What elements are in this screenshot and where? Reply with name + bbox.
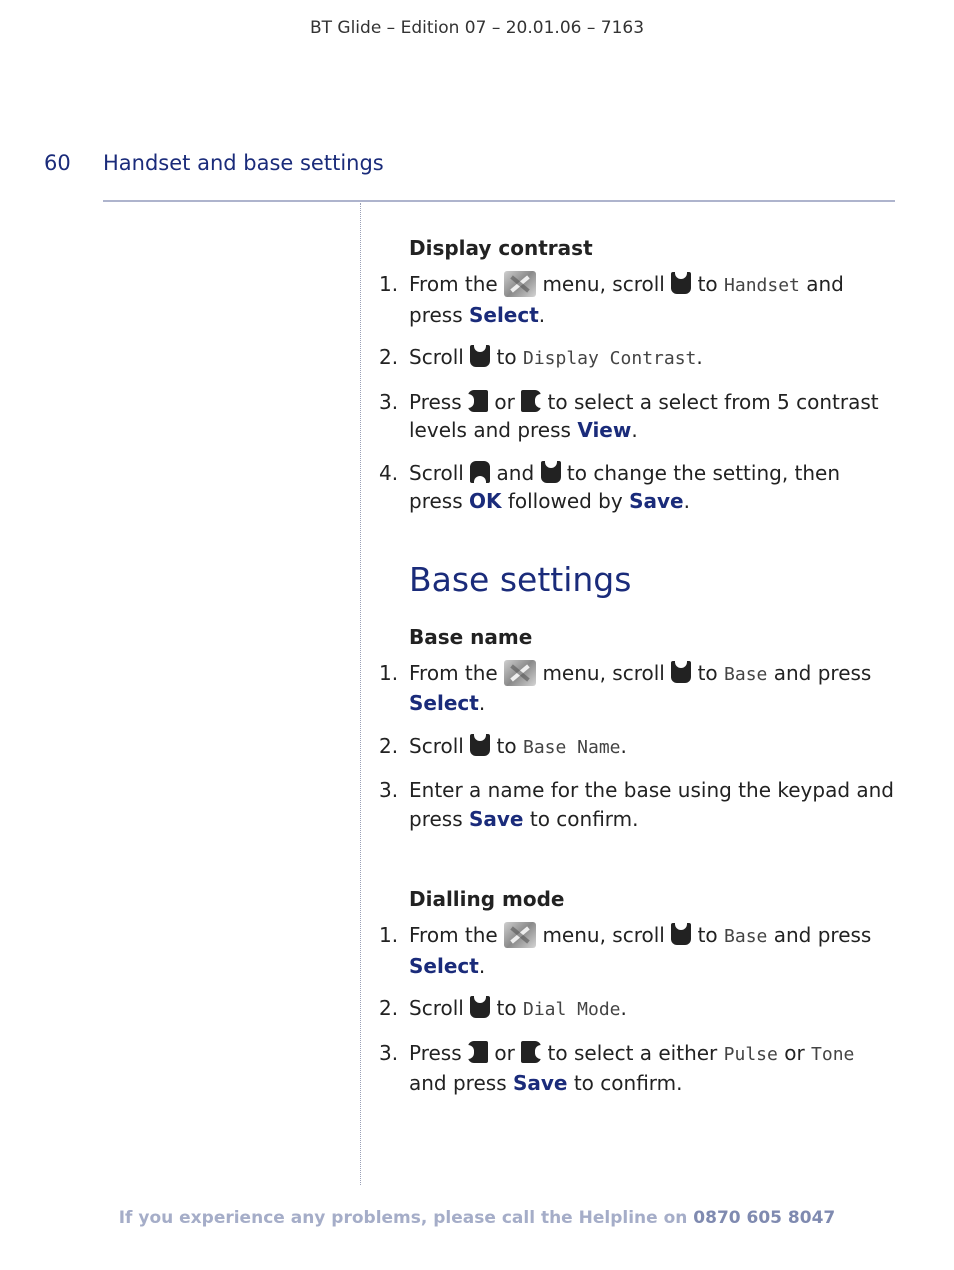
list-item: 1. From the menu, scroll to Handset and press Select.: [379, 272, 844, 327]
menu-icon: [504, 922, 536, 948]
list-item: 2. Scroll to Dial Mode.: [379, 996, 627, 1020]
display-contrast-heading: Display contrast: [409, 236, 593, 260]
scroll-down-icon: [671, 923, 691, 945]
list-item: 2. Scroll to Display Contrast.: [379, 345, 703, 369]
page-number: 60: [44, 151, 71, 175]
helpline-number: 0870 605 8047: [693, 1208, 836, 1228]
menu-icon: [504, 660, 536, 686]
base-name-heading: Base name: [409, 624, 533, 649]
list-item: 3. Press or to select a either Pulse or Tone and press Save to confirm.: [379, 1040, 855, 1095]
main-content: [376, 236, 896, 1112]
scroll-right-icon: [521, 390, 541, 412]
scroll-down-icon: [470, 996, 490, 1018]
footer-text: If you experience any problems, please call the Helpline on: [118, 1208, 688, 1228]
scroll-up-icon: [470, 461, 490, 483]
scroll-down-icon: [541, 461, 561, 483]
base-name-steps: [376, 659, 896, 834]
base-settings-title: Base settings: [409, 559, 632, 599]
scroll-right-icon: [521, 1041, 541, 1063]
list-item: 2. Scroll to Base Name.: [379, 733, 627, 758]
edition-line: BT Glide – Edition 07 – 20.01.06 – 7163: [309, 18, 645, 38]
list-item: 4. Scroll and to change the setting, then press OK followed by Save.: [379, 460, 841, 513]
list-item: 3. Press or to select a select from 5 contrast levels and press View.: [379, 389, 879, 442]
scroll-left-icon: [468, 1041, 488, 1063]
footer-helpline: [0, 1208, 954, 1228]
list-item: 1. From the menu, scroll to Base and press Select.: [379, 660, 872, 715]
header-rule: [103, 200, 895, 202]
scroll-down-icon: [671, 272, 691, 294]
column-divider: [360, 203, 361, 1185]
list-item: 1. From the menu, scroll to Base and press Select.: [379, 923, 872, 978]
scroll-down-icon: [470, 734, 490, 756]
dialling-mode-steps: [376, 921, 896, 1098]
section-header: Handset and base settings: [103, 151, 384, 175]
scroll-down-icon: [470, 345, 490, 367]
scroll-down-icon: [671, 661, 691, 683]
scroll-left-icon: [468, 390, 488, 412]
display-contrast-steps: [376, 270, 896, 516]
list-item: 3. Enter a name for the base using the keypad and press Save to confirm.: [379, 778, 894, 831]
dialling-mode-heading: Dialling mode: [409, 887, 565, 911]
menu-icon: [504, 271, 536, 297]
